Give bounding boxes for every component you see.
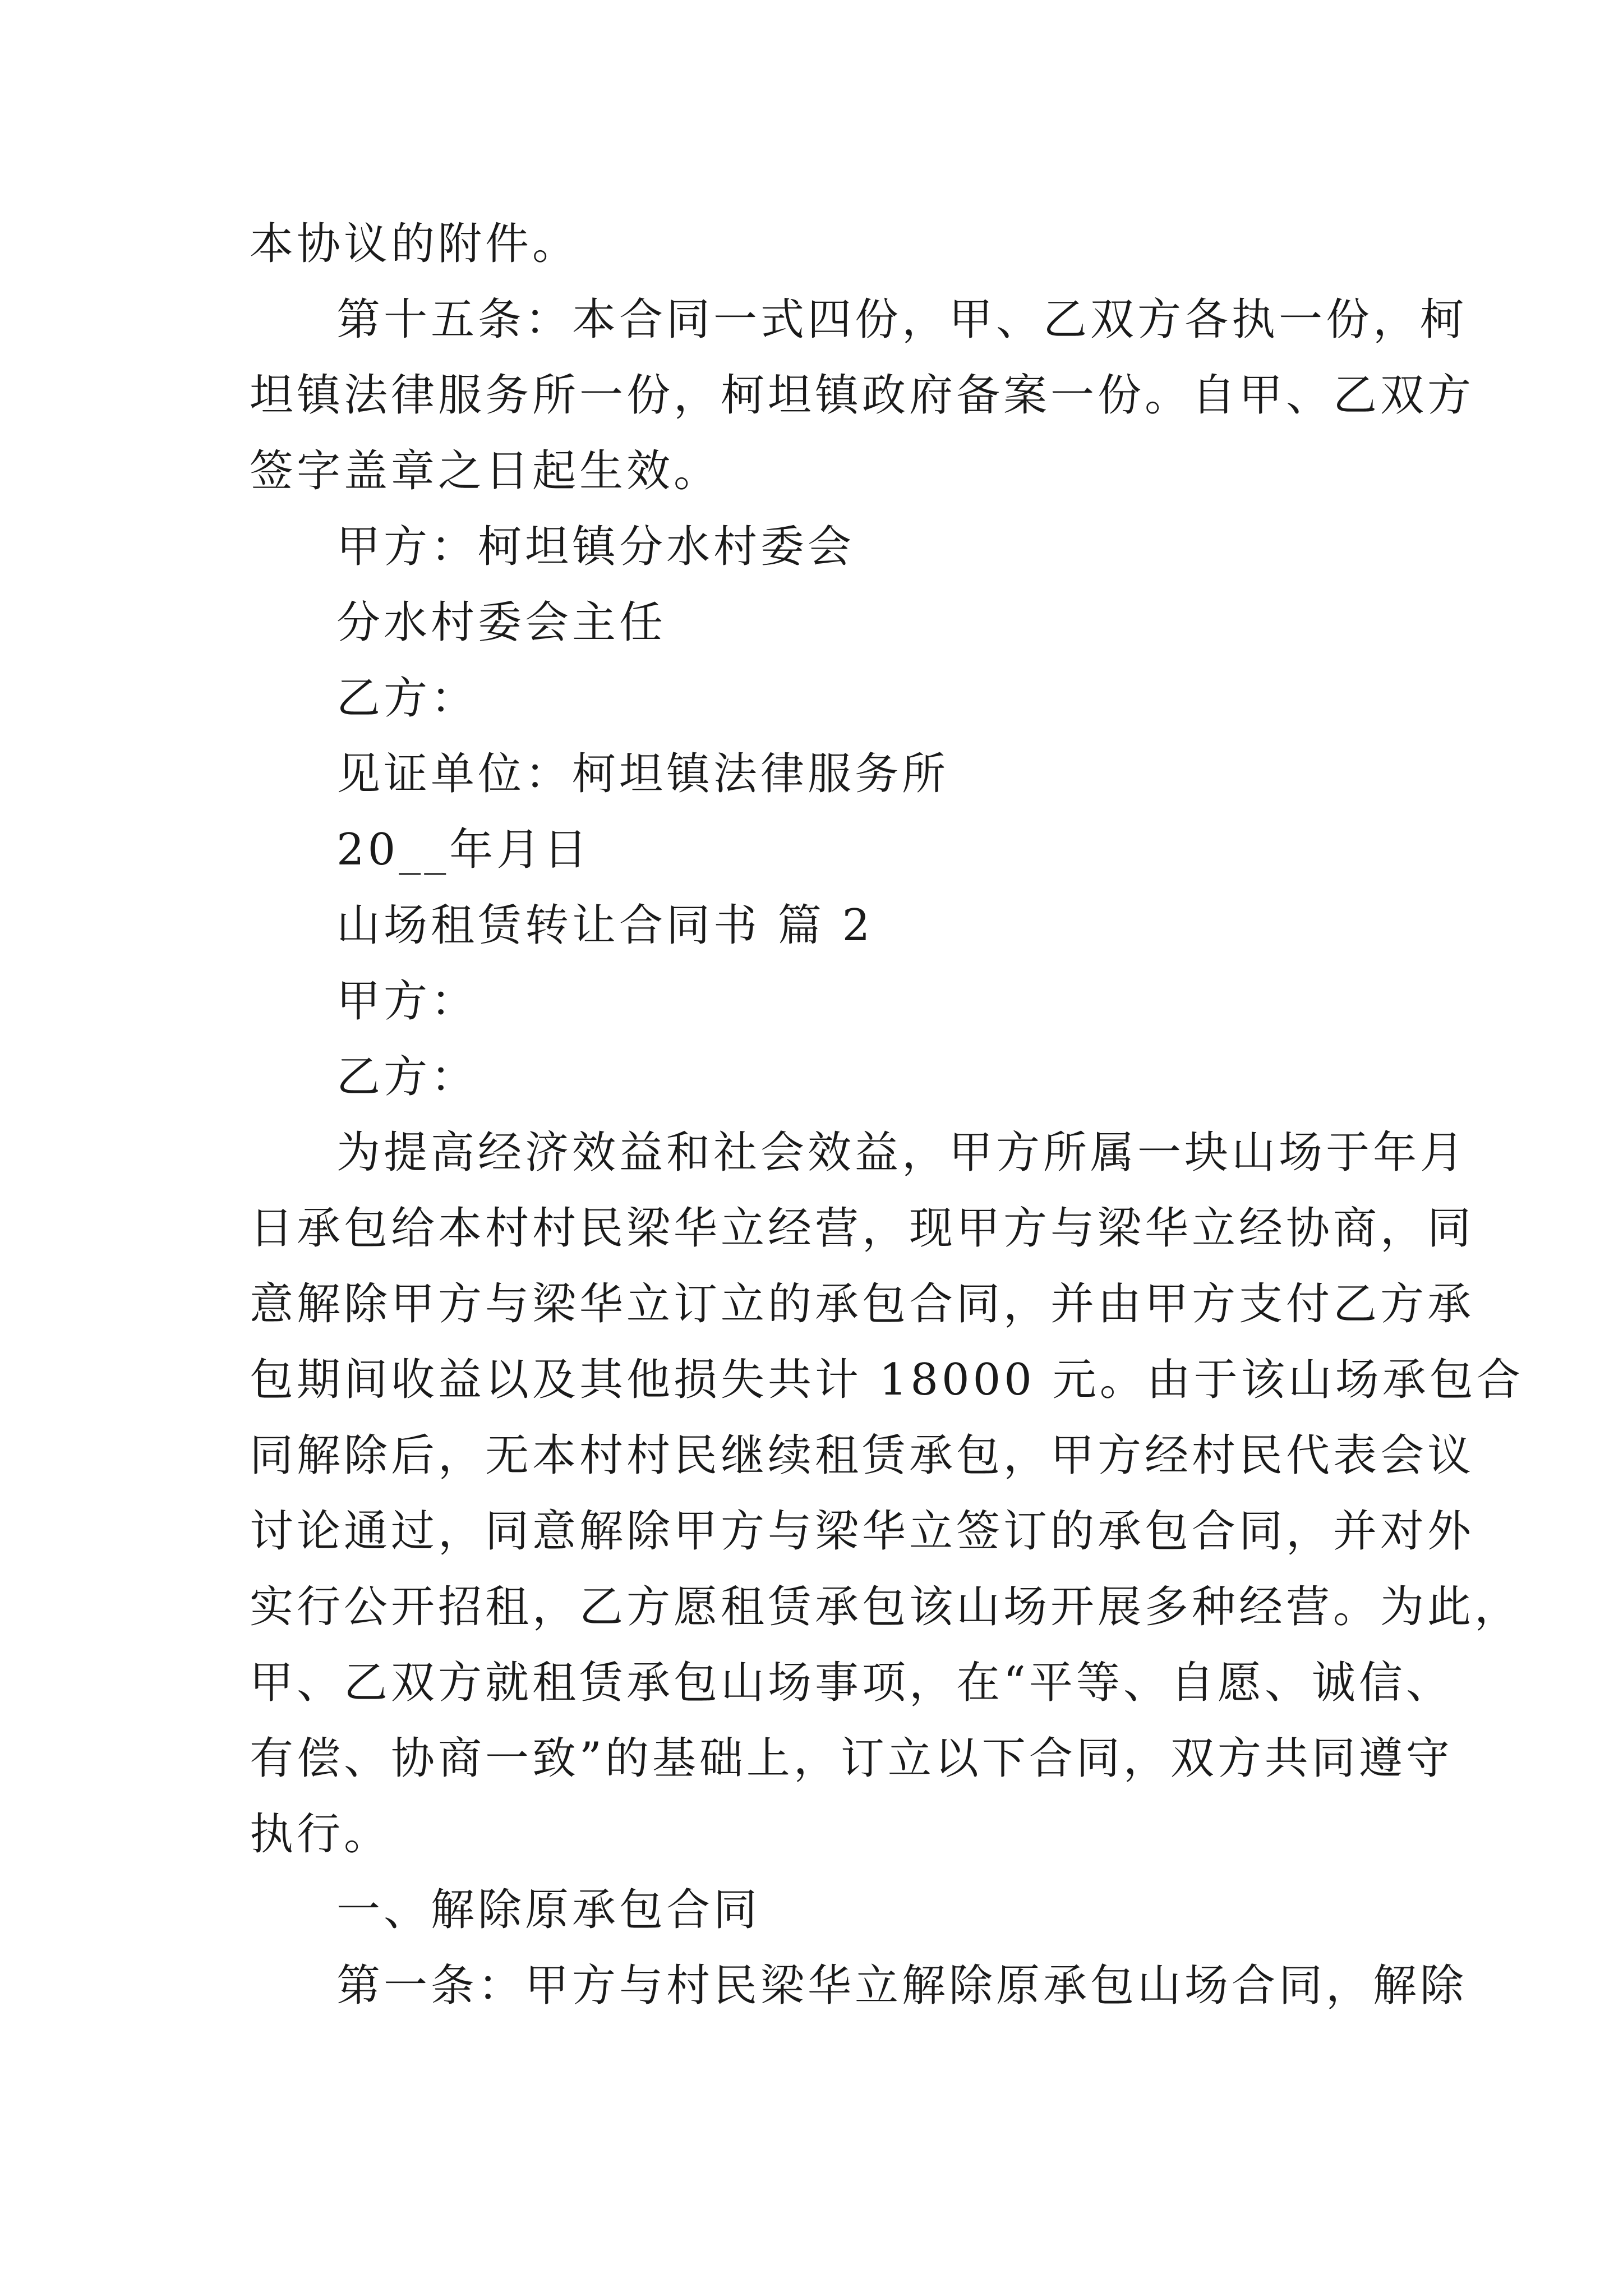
text-line: 第十五条：本合同一式四份，甲、乙双方各执一份，柯 (336, 295, 1468, 345)
text-line: 甲方： (336, 976, 478, 1027)
section-heading: 山场租赁转让合同书 篇 2 (336, 900, 874, 951)
text-line: 有偿、协商一致”的基础上，订立以下合同，双方共同遵守 (250, 1733, 1453, 1784)
text-line: 为提高经济效益和社会效益，甲方所属一块山场于年月 (336, 1128, 1468, 1178)
text-line: 见证单位：柯坦镇法律服务所 (336, 749, 949, 799)
text-line: 坦镇法律服务所一份，柯坦镇政府备案一份。自甲、乙双方 (250, 370, 1475, 421)
text-line: 执行。 (250, 1809, 391, 1860)
text-line: 乙方： (336, 673, 478, 724)
text-line: 甲方：柯坦镇分水村委会 (336, 522, 855, 572)
text-line: 签字盖章之日起生效。 (250, 446, 721, 496)
text-line: 分水村委会主任 (336, 597, 667, 648)
text-line: 同解除后，无本村村民继续租赁承包，甲方经村民代表会议 (250, 1430, 1475, 1481)
section-heading: 一、解除原承包合同 (336, 1885, 761, 1935)
text-line: 实行公开招租，乙方愿租赁承包该山场开展多种经营。为此， (250, 1582, 1522, 1632)
text-line: 日承包给本村村民梁华立经营，现甲方与梁华立经协商，同 (250, 1203, 1475, 1254)
text-line: 甲、乙双方就租赁承包山场事项，在“平等、自愿、诚信、 (250, 1658, 1453, 1708)
text-line: 讨论通过，同意解除甲方与梁华立签订的承包合同，并对外 (250, 1506, 1475, 1557)
text-line: 20__年月日 (336, 825, 591, 875)
text-line: 本协议的附件。 (250, 219, 580, 269)
text-line: 意解除甲方与梁华立订立的承包合同，并由甲方支付乙方承 (250, 1279, 1475, 1329)
text-line: 第一条：甲方与村民梁华立解除原承包山场合同，解除 (336, 1961, 1468, 2011)
text-line: 乙方： (336, 1052, 478, 1102)
text-line: 包期间收益以及其他损失共计 18000 元。由于该山场承包合 (250, 1355, 1524, 1405)
